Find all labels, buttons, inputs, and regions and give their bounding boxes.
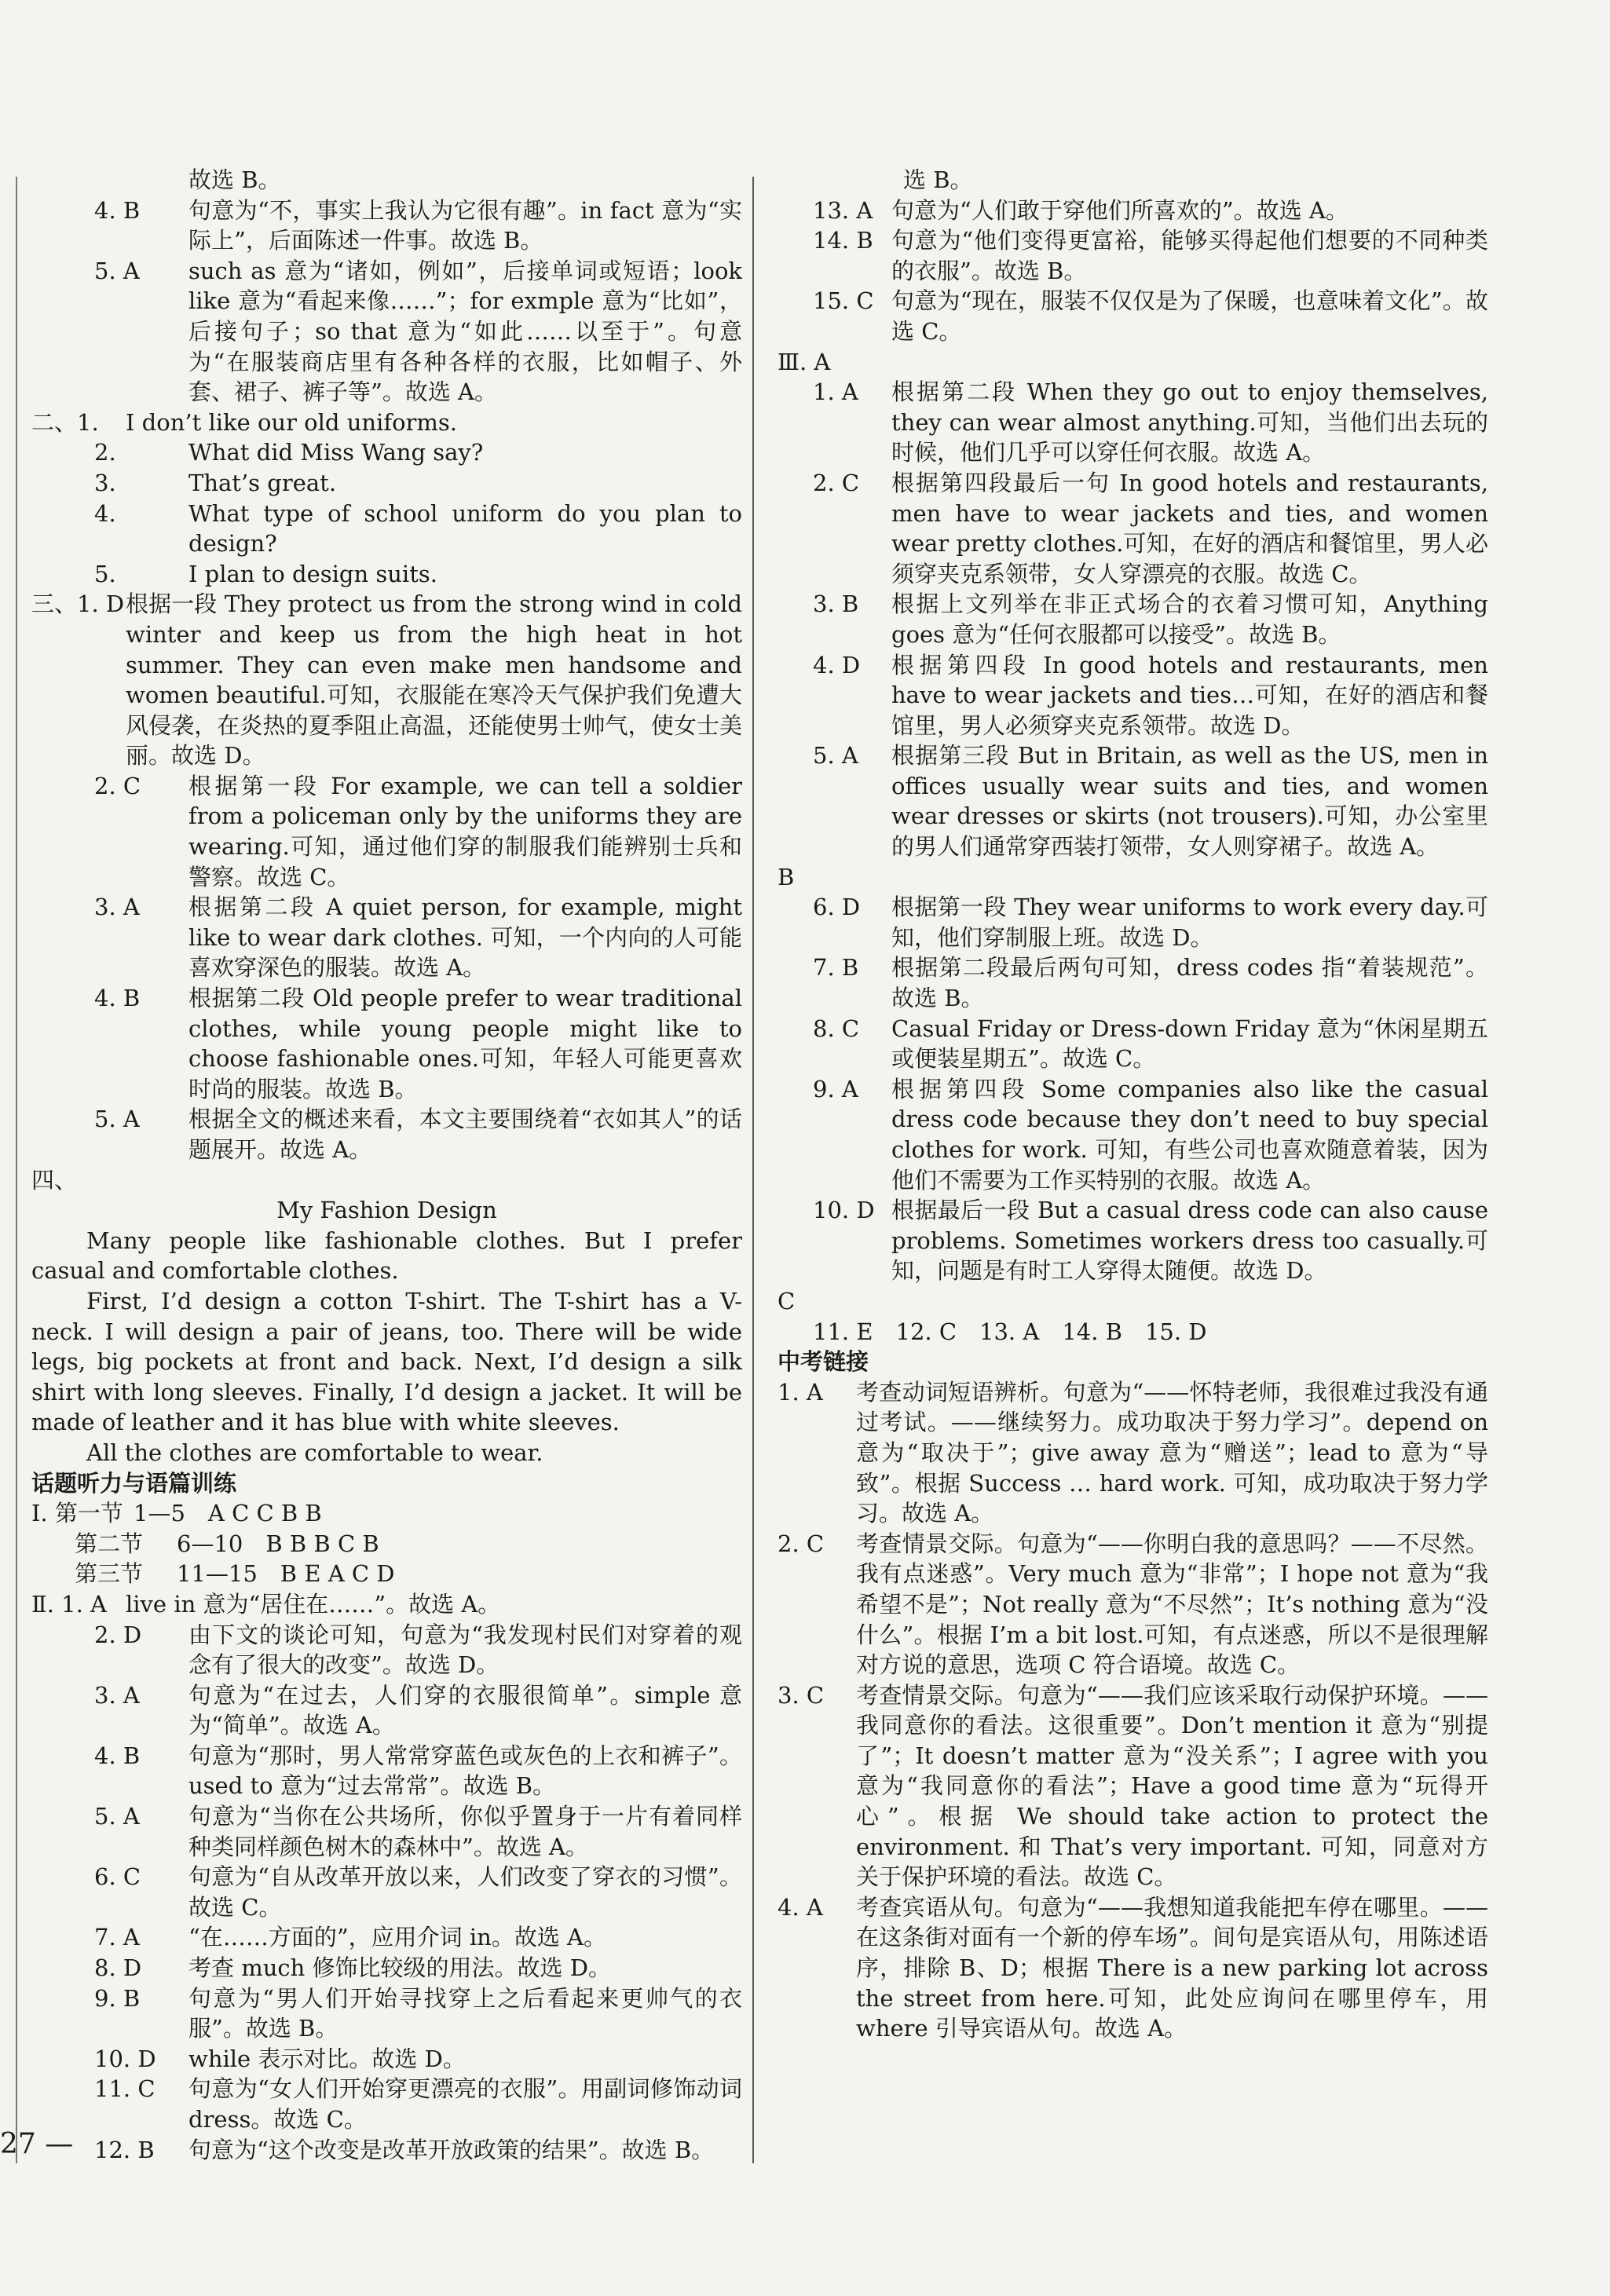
answer-label: 5. xyxy=(94,560,116,587)
answer-text: 句意为“不，事实上我认为它很有趣”。in fact 意为“实际上”，后面陈述一件事。故选 B。 xyxy=(188,196,742,254)
answer-item xyxy=(778,1377,1488,1529)
answer-label: 10. D xyxy=(94,2045,156,2072)
answer-text: 句意为“当你在公共场所，你似乎置身于一片有着同样种类同样颜色树木的森林中”。故选 A。 xyxy=(188,1803,742,1860)
answer-item xyxy=(31,2044,742,2075)
answer-text: live in 意为“居住在……”。故选 A。 xyxy=(126,1590,501,1618)
answer-text: 根据第一段 They wear uniforms to work every day.可知，他们穿制服上班。故选 D。 xyxy=(891,894,1488,951)
answer-label: 10. D xyxy=(813,1197,875,1224)
answer-text: 根据第二段 Old people prefer to wear traditional clothes, while young people might like to choose fashionable ones.可知，年轻人可能更喜欢时尚的服装。故选 B。 xyxy=(188,985,742,1102)
answer-text: 由下文的谈论可知，句意为“我发现村民们对穿着的观念有了很大的改变”。故选 D。 xyxy=(188,1621,742,1679)
answer-label: 12. B xyxy=(94,2136,155,2163)
answer-label: 5. A xyxy=(94,257,140,284)
answer-text: 考查情景交际。句意为“——你明白我的意思吗？——不尽然。我有点迷惑”。Very much 意为“非常”；I hope not 意为“我希望不是”；Not really 意为“不尽然”；It’s nothing 意为“没什么”。根据 I’m a bit lost.可知，有点迷惑，所以不是很理解对方说的意思，选项 C 符合语境。故选 C。 xyxy=(856,1530,1488,1679)
answer-text: I don’t like our old uniforms. xyxy=(126,408,457,436)
left-answer-list xyxy=(31,165,742,1165)
answer-item xyxy=(31,2074,742,2134)
answer-label: B xyxy=(778,863,795,890)
answer-item xyxy=(778,650,1488,741)
answer-label: 15. C xyxy=(813,287,874,315)
section-title-exam: 中考链接 xyxy=(778,1348,869,1376)
answer-text: 句意为“人们敢于穿他们所喜欢的”。故选 A。 xyxy=(891,196,1348,224)
answer-text: I plan to design suits. xyxy=(188,560,437,587)
page-number: 27 — xyxy=(0,2128,74,2160)
answer-label: 2. D xyxy=(94,1621,142,1648)
answer-item xyxy=(31,499,742,559)
answer-item xyxy=(778,862,1488,893)
answer-item xyxy=(778,347,1488,378)
answer-label: Ⅱ. 1. A xyxy=(31,1590,107,1618)
answer-item xyxy=(31,165,742,196)
answer-item xyxy=(31,559,742,590)
answer-text: 1—5 A C C B B xyxy=(134,1500,322,1527)
answer-label: 1. A xyxy=(778,1378,823,1406)
left-column xyxy=(31,165,742,2165)
answer-text: 句意为“自从改革开放以来，人们改变了穿衣的习惯”。故选 C。 xyxy=(188,1863,742,1921)
answer-text: 根据第四段最后一句 In good hotels and restaurants, men have to wear jackets and ties, and women wear pretty clothes.可知，在好的酒店和餐馆里，男人必须穿夹克系领带，女人穿漂亮的衣服。故选 C。 xyxy=(891,469,1488,587)
answer-text: 6—10 B B B C B xyxy=(177,1530,379,1557)
answer-text: 11. E 12. C 13. A 14. B 15. D xyxy=(813,1318,1207,1345)
answer-label: 7. B xyxy=(813,954,859,982)
answer-label: 9. B xyxy=(94,1984,141,2012)
answer-label: 6. D xyxy=(813,894,861,921)
answer-text: 根据一段 They protect us from the strong wind in cold winter and keep us from the high heat in hot summer. They can even make men handsome and women beautiful.可知，衣服能在寒冷天气保护我们免遭大风侵袭，在炎热的夏季阻止高温，还能使男士帅气，使女士美丽。故选 D。 xyxy=(126,590,742,770)
answer-label: 2. C xyxy=(778,1530,825,1557)
answer-text: What did Miss Wang say? xyxy=(188,439,484,466)
answer-label: 1. A xyxy=(813,378,858,406)
left-margin-rule xyxy=(16,177,17,2163)
essay-paragraph: Many people like fashionable clothes. But I prefer casual and comfortable clothes. xyxy=(31,1227,742,1285)
answer-item xyxy=(778,196,1488,226)
answer-item xyxy=(778,1286,1488,1317)
answer-item xyxy=(31,589,742,771)
answer-text: 故选 B。 xyxy=(188,166,281,193)
answer-item xyxy=(778,740,1488,861)
answer-text: such as 意为“诸如，例如”，后接单词或短语；look like 意为“看起来像……”；for exmple 意为“比如”，后接句子；so that 意为“如此……以至于”。句意为“在服装商店里有各种各样的衣服，比如帽子、外套、裙子、裤子等”。故选 A。 xyxy=(188,257,742,406)
essay-paragraph: First, I’d design a cotton T-shirt. The T-shirt has a V-neck. I will design a pair of jeans, too. There will be wide legs, big pockets at front and back. Next, I’d design a silk shirt with long sleeves. Finally, I’d design a jacket. It will be made of leather and it has blue with white sleeves. xyxy=(31,1287,742,1436)
answer-label: 8. D xyxy=(94,1954,142,1982)
answer-label: 5. A xyxy=(94,1803,140,1830)
answer-item xyxy=(778,1074,1488,1195)
answer-label: 3. xyxy=(94,469,116,496)
answer-text: while 表示对比。故选 D。 xyxy=(188,2045,466,2072)
listening-answer-list xyxy=(31,1498,742,1589)
answer-item xyxy=(31,1529,742,1559)
answer-label: Ⅲ. A xyxy=(778,348,831,375)
answer-label: 二、1. xyxy=(31,408,99,436)
answer-text: 句意为“这个改变是改革开放政策的结果”。故选 B。 xyxy=(188,2136,715,2163)
answer-text: 句意为“男人们开始寻找穿上之后看起来更帅气的衣服”。故选 B。 xyxy=(188,1984,742,2042)
exam-answer-list xyxy=(778,1377,1488,2044)
answer-item xyxy=(31,408,742,438)
answer-text: 考查情景交际。句意为“——我们应该采取行动保护环境。——我同意你的看法。这很重要”。Don’t mention it 意为“别提了”；It doesn’t matter 意为“没关系”；I agree with you 意为“我同意你的看法”；Have a good time 意为“玩得开心”。根据 We should take action to protect the environment. 和 That’s very important. 可知，同意对方关于保护环境的看法。故选 C。 xyxy=(856,1681,1488,1891)
answer-item xyxy=(31,1801,742,1862)
answer-item xyxy=(778,1529,1488,1680)
answer-label: 6. C xyxy=(94,1863,141,1891)
answer-text: 根据第二段最后两句可知，dress codes 指“着装规范”。故选 B。 xyxy=(891,954,1488,1012)
answer-text: 根据第二段 A quiet person, for example, might like to wear dark clothes. 可知，一个内向的人可能喜欢穿深色的服装。故选 A。 xyxy=(188,894,742,982)
answer-item xyxy=(31,2135,742,2166)
answer-text: “在……方面的”，应用介词 in。故选 A。 xyxy=(188,1924,606,1951)
answer-label: 3. A xyxy=(94,894,140,921)
answer-label: 8. C xyxy=(813,1015,860,1042)
answer-item xyxy=(31,1104,742,1164)
answer-text: 11—15 B E A C D xyxy=(177,1560,395,1588)
answer-text: 句意为“那时，男人常常穿蓝色或灰色的上衣和裤子”。used to 意为“过去常常”。故选 B。 xyxy=(188,1742,742,1800)
answer-text: 根据第三段 But in Britain, as well as the US, men in offices usually wear suits and ties, and women wear dresses or skirts (not trousers).可知，办公室里的男人们通常穿西装打领带，女人则穿裙子。故选 A。 xyxy=(891,742,1488,861)
answer-item xyxy=(31,1498,742,1529)
answer-label: 第二节 xyxy=(75,1530,144,1557)
answer-item xyxy=(31,1922,742,1953)
answer-label: 4. B xyxy=(94,985,141,1012)
answer-text: 选 B。 xyxy=(903,166,973,193)
answer-text: 句意为“女人们开始穿更漂亮的衣服”。用副词修饰动词 dress。故选 C。 xyxy=(188,2075,742,2133)
answer-item xyxy=(31,1620,742,1680)
answer-label: 11. C xyxy=(94,2075,156,2103)
answer-item xyxy=(778,1680,1488,1892)
answer-text: 考查 much 修饰比较级的用法。故选 D。 xyxy=(188,1954,612,1982)
answer-text: 考查宾语从句。句意为“——我想知道我能把车停在哪里。——在这条街对面有一个新的停车场”。间句是宾语从句，用陈述语序，排除 B、D；根据 There is a new parking lot across the street from here.可知，此处应询问在哪里停车，用 where 引导宾语从句。故选 A。 xyxy=(856,1893,1488,2042)
essay-title: My Fashion Design xyxy=(276,1197,497,1224)
answer-text: That’s great. xyxy=(188,469,337,496)
section-title-listening: 话题听力与语篇训练 xyxy=(31,1469,237,1497)
answer-item xyxy=(31,1559,742,1589)
answer-label: 第三节 xyxy=(75,1560,144,1588)
right-column xyxy=(778,165,1488,2044)
answer-text: 根据上文列举在非正式场合的衣着习惯可知，Anything goes 意为“任何衣服都可以接受”。故选 B。 xyxy=(891,590,1488,648)
answer-item xyxy=(31,771,742,892)
answer-item xyxy=(778,225,1488,286)
answer-text: 根据全文的概述来看，本文主要围绕着“衣如其人”的话题展开。故选 A。 xyxy=(188,1106,742,1163)
answer-label: 2. xyxy=(94,439,116,466)
answer-item xyxy=(778,286,1488,346)
answer-item xyxy=(31,1680,742,1741)
answer-item xyxy=(778,1317,1488,1347)
answer-label: 9. A xyxy=(813,1075,858,1102)
answer-label: 13. A xyxy=(813,196,873,224)
answer-item xyxy=(31,892,742,983)
answer-label: 三、1. D xyxy=(31,590,125,618)
answer-item xyxy=(31,256,742,408)
answer-text: Casual Friday or Dress-down Friday 意为“休闲星期五或便装星期五”。故选 C。 xyxy=(891,1015,1488,1073)
answer-item xyxy=(31,196,742,256)
answer-item xyxy=(31,983,742,1104)
answer-label: 3. A xyxy=(94,1681,140,1709)
answer-item xyxy=(31,468,742,499)
answer-item xyxy=(778,589,1488,649)
answer-label: Ⅰ. 第一节 xyxy=(31,1500,123,1527)
answer-label: 4. A xyxy=(778,1893,823,1921)
answer-text: 根据最后一段 But a casual dress code can also cause problems. Sometimes workers dress too casually.可知，问题是有时工人穿得太随便。故选 D。 xyxy=(891,1197,1488,1285)
column-divider xyxy=(752,177,754,2163)
answer-item xyxy=(778,468,1488,589)
answer-text: 句意为“在过去，人们穿的衣服很简单”。simple 意为“简单”。故选 A。 xyxy=(188,1681,742,1739)
answer-label: 4. B xyxy=(94,196,141,224)
answer-label: 5. A xyxy=(813,742,858,770)
right-answer-list xyxy=(778,165,1488,1347)
answer-item xyxy=(778,892,1488,952)
answer-item xyxy=(778,377,1488,468)
answer-item xyxy=(778,1892,1488,2044)
answer-item xyxy=(31,1983,742,2044)
answer-item xyxy=(31,1589,742,1620)
answer-label: 3. C xyxy=(778,1681,825,1709)
answer-label: 14. B xyxy=(813,227,873,254)
answer-item xyxy=(31,437,742,468)
answer-text: 根据第四段 In good hotels and restaurants, men have to wear jackets and ties…可知，在好的酒店和餐馆里，男人必须穿夹克系领带。故选 D。 xyxy=(891,651,1488,739)
answer-label: 4. D xyxy=(813,651,861,678)
answer-label: 5. A xyxy=(94,1106,140,1133)
answer-item xyxy=(778,1014,1488,1074)
answer-item xyxy=(778,952,1488,1013)
answer-text: 考查动词短语辨析。句意为“——怀特老师，我很难过我没有通过考试。——继续努力。成功取决于努力学习”。depend on 意为“取决于”；give away 意为“赠送”；lead to 意为“导致”。根据 Success … hard work. 可知，成功取决于努力学习。故选 A。 xyxy=(856,1378,1488,1527)
answer-label: 2. C xyxy=(94,772,141,799)
answer-text: What type of school uniform do you plan to design? xyxy=(188,499,742,558)
essay-block xyxy=(31,1165,742,1468)
answer-text: 根据第二段 When they go out to enjoy themselves, they can wear almost anything.可知，当他们出去玩的时候，他们几乎可以穿任何衣服。故选 A。 xyxy=(891,378,1488,466)
answer-label: 7. A xyxy=(94,1924,140,1951)
answer-item xyxy=(778,1195,1488,1286)
answer-label: C xyxy=(778,1287,796,1314)
answer-text: 句意为“他们变得更富裕，能够买得起他们想要的不同种类的衣服”。故选 B。 xyxy=(891,227,1488,284)
answer-label: 4. B xyxy=(94,1742,141,1769)
answer-item xyxy=(31,1741,742,1801)
answer-item xyxy=(778,165,1488,196)
essay-label: 四、 xyxy=(31,1166,78,1194)
part2-answer-list xyxy=(31,1589,742,2165)
answer-text: 句意为“现在，服装不仅仅是为了保暖，也意味着文化”。故选 C。 xyxy=(891,287,1488,345)
answer-text: 根据第四段 Some companies also like the casual dress code because they don’t need to buy special clothes for work. 可知，有些公司也喜欢随意着装，因为他们不需要为工作买特别的衣服。故选 A。 xyxy=(891,1075,1488,1194)
answer-item xyxy=(31,1953,742,1983)
answer-label: 3. B xyxy=(813,590,859,618)
answer-item xyxy=(31,1862,742,1922)
answer-label: 2. C xyxy=(813,469,860,496)
answer-label: 4. xyxy=(94,499,116,527)
essay-paragraph: All the clothes are comfortable to wear. xyxy=(86,1439,543,1466)
answer-text: 根据第一段 For example, we can tell a soldier from a policeman only by the uniforms they are wearing.可知，通过他们穿的制服我们能辨别士兵和警察。故选 C。 xyxy=(188,772,742,890)
